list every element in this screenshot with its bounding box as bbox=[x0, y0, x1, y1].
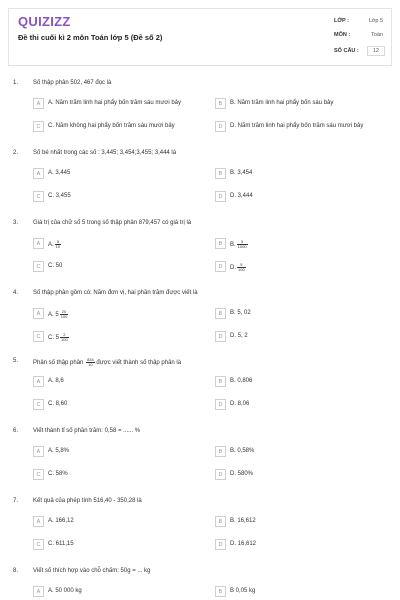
option-d[interactable] bbox=[215, 331, 385, 345]
option-c[interactable] bbox=[33, 539, 203, 553]
meta-count-label: SỐ CÂU : bbox=[334, 48, 359, 54]
option-c[interactable] bbox=[33, 399, 203, 413]
option-b[interactable] bbox=[215, 98, 385, 112]
meta-subject bbox=[332, 29, 387, 41]
option-text: B. 5, 02 bbox=[230, 310, 251, 316]
option-b[interactable] bbox=[215, 308, 385, 322]
option-text: D. 3,444 bbox=[230, 193, 253, 199]
option-letter: C bbox=[33, 191, 44, 202]
option-text: B. $\frac{5}{1000}$ bbox=[230, 239, 247, 249]
option-b[interactable] bbox=[215, 446, 385, 460]
option-text: D. Năm trăm linh hai phẩy bốn trăm sáu mươi bảy bbox=[230, 123, 364, 129]
fraction: $\frac{20}{100}$ bbox=[60, 309, 68, 319]
option-letter: A bbox=[33, 376, 44, 387]
option-text: D. 580% bbox=[230, 471, 254, 477]
option-a[interactable] bbox=[33, 98, 203, 112]
option-a[interactable] bbox=[33, 586, 203, 600]
option-text: C. 5 $\frac{2}{100}$ bbox=[48, 332, 68, 342]
question-text: Kết quả của phép tính 516,40 - 350,28 là bbox=[33, 498, 142, 504]
option-text: C. 3,455 bbox=[48, 193, 71, 199]
option-a[interactable] bbox=[33, 168, 203, 182]
fraction: $\frac{2}{100}$ bbox=[61, 332, 68, 342]
quizizz-logo: QUIZIZZ bbox=[18, 14, 71, 29]
option-text: B. 16,612 bbox=[230, 518, 256, 524]
option-a[interactable] bbox=[33, 446, 203, 460]
option-text: B. 0,58% bbox=[230, 448, 255, 454]
question-number: 7. bbox=[13, 498, 19, 504]
question-text: Số thập phân 502, 467 đọc là bbox=[33, 80, 112, 86]
question-text: Viết thành tỉ số phần trăm: 0,58 = ...... % bbox=[33, 428, 141, 434]
option-a[interactable] bbox=[33, 516, 203, 530]
option-letter: B bbox=[215, 168, 226, 179]
option-letter: A bbox=[33, 446, 44, 457]
option-text: B 0,05 kg bbox=[230, 588, 256, 594]
worksheet-header bbox=[8, 8, 392, 66]
option-text: A. Năm trăm linh hai phẩy bốn trăm sáu mươi bảy bbox=[48, 100, 182, 106]
option-text: A. 50 000 kg bbox=[48, 588, 82, 594]
option-text: A. 5 $\frac{20}{100}$ bbox=[48, 309, 68, 319]
option-letter: B bbox=[215, 446, 226, 457]
option-letter: A bbox=[33, 238, 44, 249]
option-text: C. 8,60 bbox=[48, 401, 68, 407]
option-letter: B bbox=[215, 376, 226, 387]
option-text: A. 8,6 bbox=[48, 378, 64, 384]
question-number: 5. bbox=[13, 358, 19, 364]
option-d[interactable] bbox=[215, 399, 385, 413]
option-a[interactable] bbox=[33, 238, 203, 252]
option-c[interactable] bbox=[33, 121, 203, 135]
option-d[interactable] bbox=[215, 469, 385, 483]
option-text: D. 16,612 bbox=[230, 541, 257, 547]
question-number: 6. bbox=[13, 428, 19, 434]
option-letter: B bbox=[215, 586, 226, 597]
option-a[interactable] bbox=[33, 308, 203, 322]
option-letter: B bbox=[215, 516, 226, 527]
option-b[interactable] bbox=[215, 376, 385, 390]
question-number: 3. bbox=[13, 220, 19, 226]
option-letter: B bbox=[215, 238, 226, 249]
option-text: C. 611,15 bbox=[48, 541, 74, 547]
question-text: Số thập phân gồm có: Năm đơn vị, hai phần trăm được viết là bbox=[33, 290, 198, 296]
option-letter: D bbox=[215, 191, 226, 202]
option-letter: C bbox=[33, 539, 44, 550]
fraction: $\frac{5}{1000}$ bbox=[237, 239, 247, 249]
option-d[interactable] bbox=[215, 121, 385, 135]
option-c[interactable] bbox=[33, 331, 203, 345]
option-text: B. 0,806 bbox=[230, 378, 253, 384]
option-letter: A bbox=[33, 98, 44, 109]
option-letter: A bbox=[33, 308, 44, 319]
meta-class-value: Lớp 5 bbox=[368, 18, 383, 24]
meta-count-value: 12 bbox=[367, 46, 385, 56]
exam-title: Đề thi cuối kì 2 môn Toán lớp 5 (Đề số 2) bbox=[18, 33, 163, 42]
option-a[interactable] bbox=[33, 376, 203, 390]
option-text: B. Năm trăm linh hai phẩy bốn sáu bảy bbox=[230, 100, 334, 106]
fraction: $\frac{5}{10}$ bbox=[55, 239, 61, 249]
option-text: A. 166,12 bbox=[48, 518, 74, 524]
option-text: A. 3,445 bbox=[48, 170, 71, 176]
option-letter: C bbox=[33, 399, 44, 410]
option-text: A. $\frac{5}{10}$ bbox=[48, 239, 61, 249]
option-b[interactable] bbox=[215, 168, 385, 182]
option-c[interactable] bbox=[33, 261, 203, 275]
fraction: $\frac{5}{100}$ bbox=[238, 262, 245, 272]
meta-class bbox=[332, 15, 387, 27]
option-text: D. 5, 2 bbox=[230, 333, 248, 339]
option-letter: D bbox=[215, 539, 226, 550]
question-number: 4. bbox=[13, 290, 19, 296]
option-text: C. 58% bbox=[48, 471, 68, 477]
question-text: Giá trị của chữ số 5 trong số thập phân 879,457 có giá trị là bbox=[33, 220, 192, 226]
option-letter: A bbox=[33, 168, 44, 179]
option-letter: D bbox=[215, 331, 226, 342]
question-text: Số bé nhất trong các số : 3,445; 3,454;3,455; 3,444 là bbox=[33, 150, 177, 156]
option-letter: C bbox=[33, 331, 44, 342]
option-text: B. 3,454 bbox=[230, 170, 253, 176]
question-number: 8. bbox=[13, 568, 19, 574]
option-text: C. Năm không hai phẩy bốn trăm sáu mươi bảy bbox=[48, 123, 175, 129]
option-b[interactable] bbox=[215, 586, 385, 600]
fraction: $\frac{834}{10}$ bbox=[87, 357, 94, 367]
meta-subject-value: Toán bbox=[371, 32, 383, 38]
option-d[interactable] bbox=[215, 261, 385, 275]
option-text: D. 8,06 bbox=[230, 401, 250, 407]
option-letter: C bbox=[33, 261, 44, 272]
question-number: 2. bbox=[13, 150, 19, 156]
option-letter: B bbox=[215, 98, 226, 109]
option-c[interactable] bbox=[33, 191, 203, 205]
option-letter: C bbox=[33, 121, 44, 132]
meta-subject-label: MÔN : bbox=[334, 32, 351, 38]
option-letter: C bbox=[33, 469, 44, 480]
option-c[interactable] bbox=[33, 469, 203, 483]
option-letter: D bbox=[215, 399, 226, 410]
meta-count bbox=[332, 45, 387, 57]
option-letter: D bbox=[215, 469, 226, 480]
question-text: Viết số thích hợp vào chỗ chấm: 50g = ... kg bbox=[33, 568, 151, 574]
meta-class-label: LỚP : bbox=[334, 18, 349, 24]
option-letter: A bbox=[33, 516, 44, 527]
question-text: Phân số thập phân $\frac{834}{10}$ được viết thành số thập phân là bbox=[33, 357, 182, 367]
option-b[interactable] bbox=[215, 238, 385, 252]
option-letter: B bbox=[215, 308, 226, 319]
option-b[interactable] bbox=[215, 516, 385, 530]
option-letter: D bbox=[215, 121, 226, 132]
option-text: D. $\frac{5}{100}$ bbox=[230, 262, 245, 272]
option-d[interactable] bbox=[215, 191, 385, 205]
question-number: 1. bbox=[13, 80, 19, 86]
option-d[interactable] bbox=[215, 539, 385, 553]
option-text: A. 5,8% bbox=[48, 448, 70, 454]
option-text: C. 50 bbox=[48, 263, 63, 269]
option-letter: D bbox=[215, 261, 226, 272]
option-letter: A bbox=[33, 586, 44, 597]
